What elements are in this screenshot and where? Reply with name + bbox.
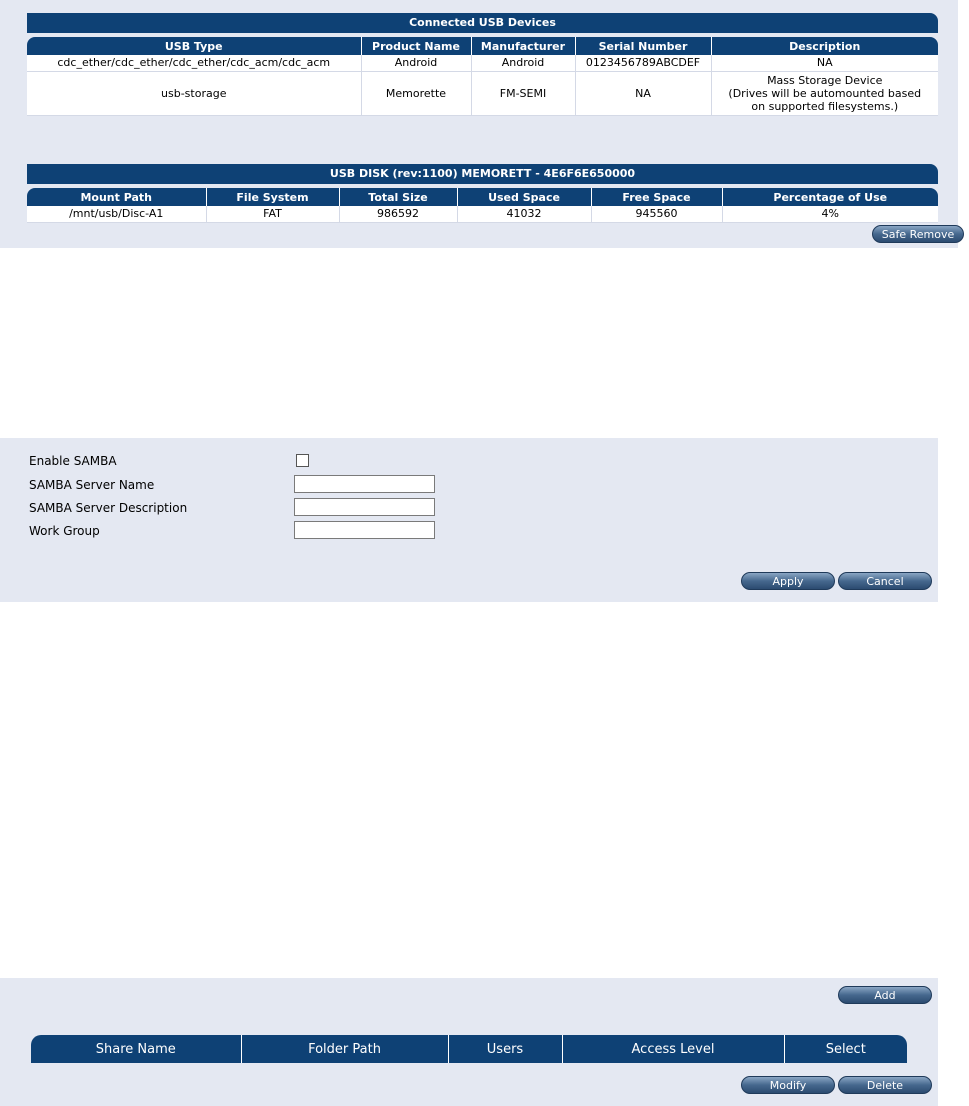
- usb-disk-title: USB DISK (rev:1100) MEMORETT - 4E6F6E650000: [27, 164, 938, 184]
- column-header: Free Space: [591, 188, 722, 206]
- table-cell: 0123456789ABCDEF: [575, 55, 711, 71]
- table-cell: NA: [711, 55, 938, 71]
- modify-button[interactable]: Modify: [741, 1076, 835, 1094]
- table-cell: 986592: [339, 206, 457, 222]
- column-header: Access Level: [562, 1035, 784, 1063]
- usb-devices-table: [27, 37, 938, 116]
- table-cell: usb-storage: [27, 71, 361, 115]
- apply-button[interactable]: Apply: [741, 572, 835, 590]
- column-header: Manufacturer: [471, 37, 575, 55]
- table-row: [27, 206, 938, 222]
- server-name-field[interactable]: [294, 475, 435, 493]
- table-cell: Android: [361, 55, 471, 71]
- column-header: Mount Path: [27, 188, 206, 206]
- enable-samba-label: Enable SAMBA: [29, 454, 117, 468]
- column-header: Folder Path: [241, 1035, 448, 1063]
- add-share-button[interactable]: Add: [838, 986, 932, 1004]
- usb-disk-table: [27, 188, 938, 223]
- delete-button[interactable]: Delete: [838, 1076, 932, 1094]
- enable-samba-checkbox[interactable]: [296, 454, 309, 467]
- work-group-label: Work Group: [29, 524, 100, 538]
- table-cell: /mnt/usb/Disc-A1: [27, 206, 206, 222]
- column-header: Percentage of Use: [722, 188, 938, 206]
- table-cell: cdc_ether/cdc_ether/cdc_ether/cdc_acm/cdc_acm: [27, 55, 361, 71]
- server-description-field[interactable]: [294, 498, 435, 516]
- table-cell: Memorette: [361, 71, 471, 115]
- table-cell: 945560: [591, 206, 722, 222]
- column-header: Select: [784, 1035, 907, 1063]
- usb-devices-title: Connected USB Devices: [27, 13, 938, 33]
- safe-remove-button[interactable]: Safe Remove: [872, 225, 964, 243]
- table-cell: NA: [575, 71, 711, 115]
- table-cell: 4%: [722, 206, 938, 222]
- work-group-field[interactable]: [294, 521, 435, 539]
- table-row: [27, 71, 938, 115]
- server-description-label: SAMBA Server Description: [29, 501, 188, 515]
- table-row: [27, 55, 938, 71]
- column-header: Share Name: [31, 1035, 241, 1063]
- column-header: USB Type: [27, 37, 361, 55]
- table-cell: FM-SEMI: [471, 71, 575, 115]
- table-cell: Mass Storage Device (Drives will be automounted based on supported filesystems.): [711, 71, 938, 115]
- column-header: Serial Number: [575, 37, 711, 55]
- column-header: Total Size: [339, 188, 457, 206]
- column-header: File System: [206, 188, 339, 206]
- table-cell: 41032: [457, 206, 591, 222]
- cancel-button[interactable]: Cancel: [838, 572, 932, 590]
- table-cell: FAT: [206, 206, 339, 222]
- column-header: Description: [711, 37, 938, 55]
- column-header: Used Space: [457, 188, 591, 206]
- shares-table: [31, 1035, 907, 1063]
- server-name-label: SAMBA Server Name: [29, 478, 155, 492]
- column-header: Users: [448, 1035, 562, 1063]
- column-header: Product Name: [361, 37, 471, 55]
- table-cell: Android: [471, 55, 575, 71]
